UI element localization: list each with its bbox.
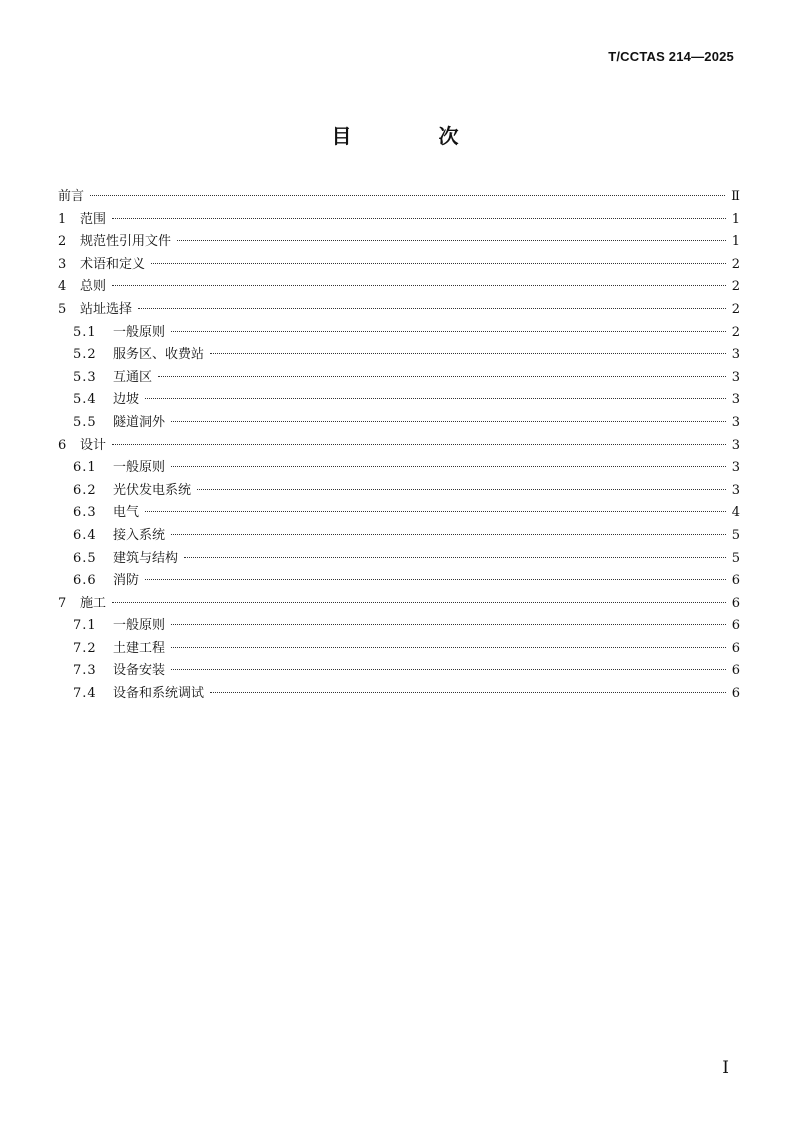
toc-entry-page: 6 bbox=[731, 595, 740, 611]
page-number: I bbox=[722, 1058, 729, 1078]
toc-entry-page: 2 bbox=[731, 279, 740, 295]
toc-entry-title: 总则 bbox=[80, 279, 107, 295]
toc-entry-foreword[interactable] bbox=[58, 186, 740, 209]
toc-entry-1[interactable] bbox=[58, 209, 740, 232]
toc-entry-7[interactable] bbox=[58, 593, 740, 616]
toc-entry-5-4[interactable] bbox=[58, 389, 740, 412]
table-of-contents bbox=[58, 186, 740, 706]
toc-entry-3[interactable] bbox=[58, 254, 740, 277]
dot-leader bbox=[197, 489, 726, 490]
toc-entry-number: 3 bbox=[58, 256, 67, 272]
toc-entry-title: 站址选择 bbox=[80, 301, 133, 317]
toc-entry-title: 消防 bbox=[113, 573, 140, 589]
toc-entry-page: 1 bbox=[731, 211, 740, 227]
toc-entry-title: 设计 bbox=[80, 437, 107, 453]
toc-entry-page: 2 bbox=[731, 301, 740, 317]
toc-entry-page: 3 bbox=[731, 392, 740, 408]
toc-entry-number: 7.3 bbox=[73, 663, 97, 679]
toc-entry-6[interactable] bbox=[58, 435, 740, 458]
dot-leader bbox=[171, 331, 726, 332]
page-title: 目 次 bbox=[331, 124, 499, 148]
dot-leader bbox=[112, 218, 726, 219]
dot-leader bbox=[171, 669, 726, 670]
toc-entry-number: 6.3 bbox=[73, 505, 97, 521]
dot-leader bbox=[171, 466, 726, 467]
toc-entry-page: Ⅱ bbox=[731, 189, 740, 204]
toc-entry-6-2[interactable] bbox=[58, 480, 740, 503]
toc-entry-6-3[interactable] bbox=[58, 502, 740, 525]
toc-entry-page: 2 bbox=[731, 324, 740, 340]
dot-leader bbox=[112, 285, 726, 286]
toc-entry-number: 7.1 bbox=[73, 618, 97, 634]
toc-entry-page: 5 bbox=[731, 527, 740, 543]
toc-entry-number: 2 bbox=[58, 234, 67, 250]
toc-entry-title: 设备和系统调试 bbox=[113, 686, 205, 702]
toc-entry-page: 3 bbox=[731, 414, 740, 430]
dot-leader bbox=[210, 692, 726, 693]
toc-entry-page: 3 bbox=[731, 347, 740, 363]
toc-entry-7-3[interactable] bbox=[58, 660, 740, 683]
toc-entry-2[interactable] bbox=[58, 231, 740, 254]
toc-entry-title: 光伏发电系统 bbox=[113, 482, 192, 498]
toc-entry-page: 2 bbox=[731, 256, 740, 272]
dot-leader bbox=[138, 308, 726, 309]
toc-entry-title: 土建工程 bbox=[113, 640, 166, 656]
toc-entry-page: 6 bbox=[731, 663, 740, 679]
toc-entry-number: 5.5 bbox=[73, 414, 97, 430]
toc-entry-number: 7 bbox=[58, 595, 67, 611]
toc-entry-page: 1 bbox=[731, 234, 740, 250]
toc-entry-5[interactable] bbox=[58, 299, 740, 322]
toc-entry-page: 5 bbox=[731, 550, 740, 566]
toc-entry-6-6[interactable] bbox=[58, 570, 740, 593]
dot-leader bbox=[112, 602, 726, 603]
toc-entry-number: 5.2 bbox=[73, 347, 97, 363]
toc-entry-number: 5.4 bbox=[73, 392, 97, 408]
toc-entry-title: 互通区 bbox=[113, 369, 153, 385]
toc-entry-6-5[interactable] bbox=[58, 548, 740, 571]
toc-entry-5-5[interactable] bbox=[58, 412, 740, 435]
dot-leader bbox=[184, 557, 726, 558]
toc-entry-title: 一般原则 bbox=[113, 324, 166, 340]
toc-entry-title: 施工 bbox=[80, 595, 107, 611]
dot-leader bbox=[171, 624, 726, 625]
toc-entry-4[interactable] bbox=[58, 276, 740, 299]
toc-entry-title: 前言 bbox=[58, 189, 85, 204]
toc-entry-page: 3 bbox=[731, 369, 740, 385]
toc-entry-title: 服务区、收费站 bbox=[113, 347, 205, 363]
toc-entry-page: 6 bbox=[731, 573, 740, 589]
toc-entry-7-2[interactable] bbox=[58, 638, 740, 661]
toc-entry-number: 4 bbox=[58, 279, 67, 295]
toc-entry-page: 3 bbox=[731, 482, 740, 498]
dot-leader bbox=[90, 195, 725, 196]
toc-entry-6-1[interactable] bbox=[58, 457, 740, 480]
toc-entry-title: 一般原则 bbox=[113, 618, 166, 634]
toc-entry-title: 接入系统 bbox=[113, 527, 166, 543]
dot-leader bbox=[177, 240, 726, 241]
toc-entry-7-4[interactable] bbox=[58, 683, 740, 706]
dot-leader bbox=[158, 376, 726, 377]
toc-entry-title: 范围 bbox=[80, 211, 107, 227]
toc-entry-title: 规范性引用文件 bbox=[80, 234, 172, 250]
toc-entry-number: 6.6 bbox=[73, 573, 97, 589]
toc-entry-title: 术语和定义 bbox=[80, 256, 146, 272]
dot-leader bbox=[210, 353, 726, 354]
toc-entry-page: 6 bbox=[731, 640, 740, 656]
dot-leader bbox=[171, 534, 726, 535]
toc-entry-page: 4 bbox=[731, 505, 740, 521]
toc-entry-number: 7.4 bbox=[73, 686, 97, 702]
toc-entry-number: 6.4 bbox=[73, 527, 97, 543]
toc-entry-page: 6 bbox=[731, 686, 740, 702]
toc-entry-number: 7.2 bbox=[73, 640, 97, 656]
toc-entry-5-3[interactable] bbox=[58, 367, 740, 390]
dot-leader bbox=[171, 647, 726, 648]
toc-entry-page: 6 bbox=[731, 618, 740, 634]
toc-entry-title: 边坡 bbox=[113, 392, 140, 408]
toc-entry-6-4[interactable] bbox=[58, 525, 740, 548]
dot-leader bbox=[145, 579, 726, 580]
toc-entry-number: 6.2 bbox=[73, 482, 97, 498]
toc-entry-title: 建筑与结构 bbox=[113, 550, 179, 566]
dot-leader bbox=[171, 421, 726, 422]
toc-entry-number: 5.1 bbox=[73, 324, 97, 340]
toc-entry-number: 5 bbox=[58, 301, 67, 317]
toc-entry-page: 3 bbox=[731, 437, 740, 453]
document-code: T/CCTAS 214—2025 bbox=[608, 49, 734, 64]
dot-leader bbox=[145, 398, 726, 399]
toc-entry-title: 隧道洞外 bbox=[113, 414, 166, 430]
toc-entry-number: 1 bbox=[58, 211, 67, 227]
dot-leader bbox=[151, 263, 726, 264]
toc-entry-number: 5.3 bbox=[73, 369, 97, 385]
toc-entry-number: 6 bbox=[58, 437, 67, 453]
toc-entry-title: 电气 bbox=[113, 505, 140, 521]
toc-entry-5-1[interactable] bbox=[58, 322, 740, 345]
dot-leader bbox=[112, 444, 726, 445]
toc-entry-7-1[interactable] bbox=[58, 615, 740, 638]
toc-entry-number: 6.5 bbox=[73, 550, 97, 566]
toc-entry-title: 一般原则 bbox=[113, 460, 166, 476]
toc-entry-title: 设备安装 bbox=[113, 663, 166, 679]
toc-entry-number: 6.1 bbox=[73, 460, 97, 476]
dot-leader bbox=[145, 511, 726, 512]
toc-entry-5-2[interactable] bbox=[58, 344, 740, 367]
toc-entry-page: 3 bbox=[731, 460, 740, 476]
